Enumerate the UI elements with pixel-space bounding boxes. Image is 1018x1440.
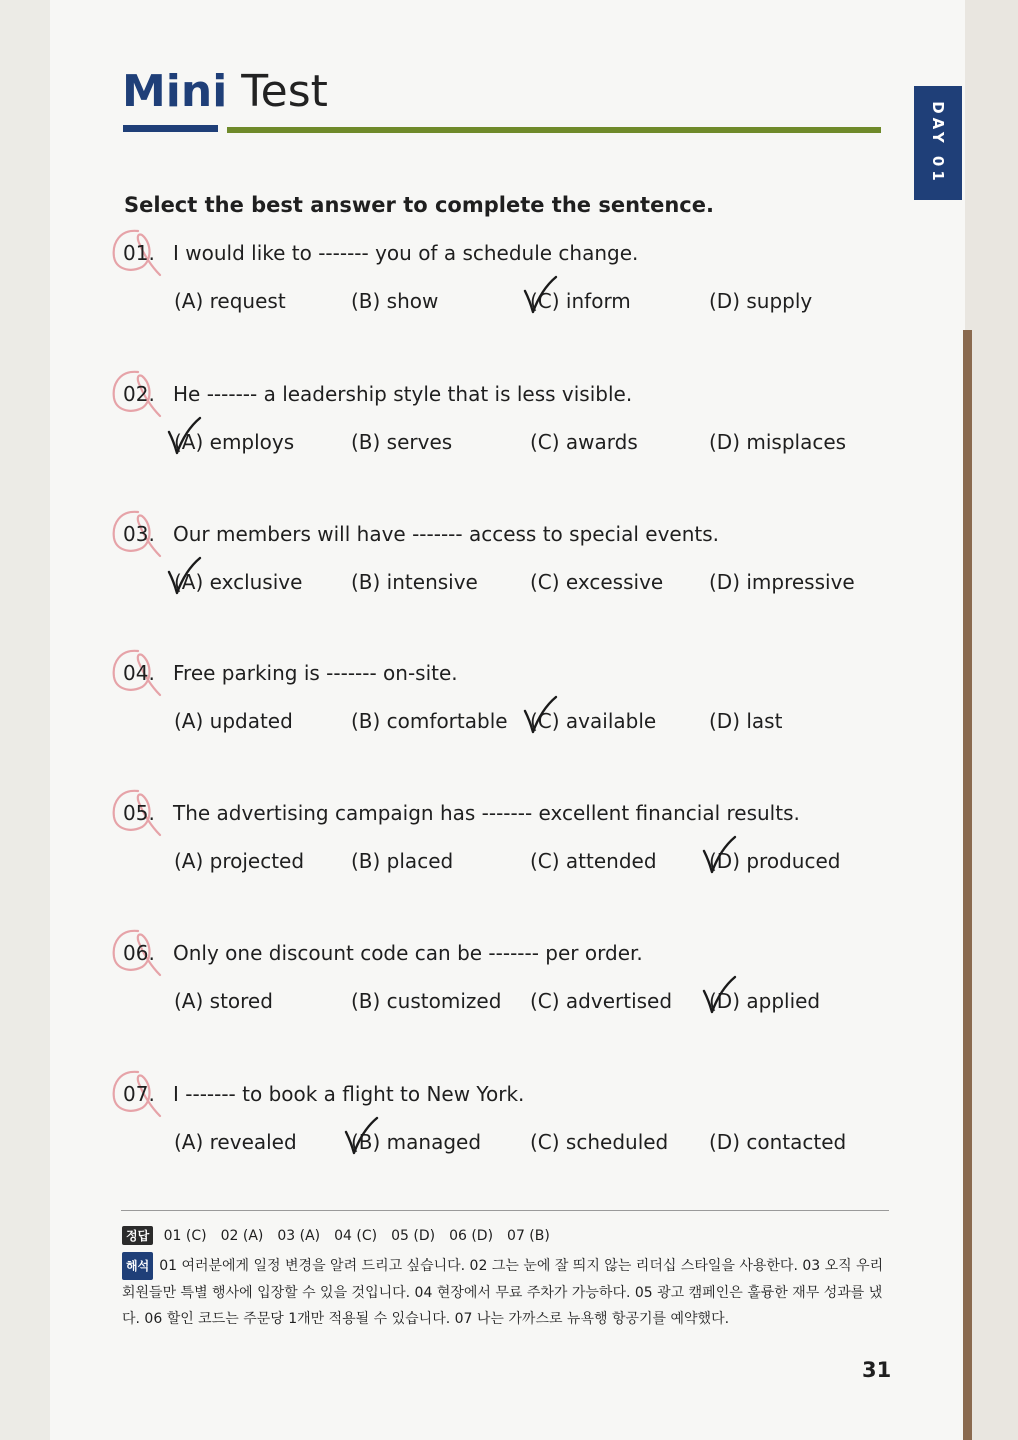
explanation-label: 해석 (122, 1252, 153, 1280)
check-mark-icon (343, 1116, 379, 1156)
answer-option-label: (B) serves (351, 430, 453, 454)
title-bold: Mini (122, 66, 228, 117)
answer-key-item: 04 (C) (334, 1228, 378, 1244)
question-item (0, 1082, 1018, 1192)
answer-option-label: (C) available (530, 709, 657, 733)
answer-option-label: (A) updated (174, 709, 293, 733)
question-item (0, 382, 1018, 492)
answer-option-label: (B) intensive (351, 570, 478, 594)
answer-option-label: (B) managed (351, 1130, 482, 1154)
page-title (122, 64, 328, 120)
answer-option (709, 570, 855, 594)
answer-option (530, 989, 672, 1013)
question-number: 02. (123, 382, 155, 406)
answer-key-label: 정답 (122, 1226, 153, 1245)
question-number: 03. (123, 522, 155, 546)
answer-option-label: (C) inform (530, 289, 631, 313)
answer-option (530, 289, 631, 313)
answer-option (174, 709, 293, 733)
answer-option (351, 849, 453, 873)
answer-key-item: 06 (D) (449, 1228, 494, 1244)
answer-option-label: (D) applied (709, 989, 821, 1013)
check-mark-icon (522, 695, 558, 735)
answer-option-label: (C) attended (530, 849, 657, 873)
answer-option (709, 1130, 846, 1154)
title-rest: Test (241, 66, 328, 117)
divider (121, 1210, 889, 1211)
answer-option-label: (A) request (174, 289, 286, 313)
answer-option (530, 849, 657, 873)
answer-option-label: (B) comfortable (351, 709, 508, 733)
question-number: 06. (123, 941, 155, 965)
answer-option-label: (A) exclusive (174, 570, 303, 594)
answer-key-item: 03 (A) (277, 1228, 321, 1244)
answer-option-label: (C) awards (530, 430, 638, 454)
answer-option (174, 570, 302, 594)
answer-option-label: (B) placed (351, 849, 454, 873)
title-underline-blue (123, 125, 218, 132)
explanation-text: 01 여러분에게 일정 변경을 알려 드리고 싶습니다. 02 그는 눈에 잘 띄지 않는 리더십 스타일을 사용한다. 03 오직 우리 회원들만 특별 행사에 입장할 수 있을 것입니다. 04 현장에서 무료 주차가 가능하다. 05 광고 캠페인은 훌륭한 재무 성과를 냈다. 06 할인 코드는 주문당 1개만 적용될 수 있습니다. 07 나는 가까스로 뉴욕행 항공기를 예약했다. (122, 1258, 884, 1327)
answer-option (530, 709, 656, 733)
question-number: 05. (123, 801, 155, 825)
answer-option (174, 430, 294, 454)
answer-option-label: (A) employs (174, 430, 295, 454)
answer-option-label: (A) revealed (174, 1130, 297, 1154)
question-number: 07. (123, 1082, 155, 1106)
answer-option-label: (A) projected (174, 849, 305, 873)
answer-option (351, 709, 508, 733)
answer-option-label: (C) advertised (530, 989, 673, 1013)
answer-option-label: (D) produced (709, 849, 841, 873)
question-item (0, 661, 1018, 771)
check-mark-icon (166, 416, 202, 456)
question-text: I would like to ------- you of a schedule change. (173, 241, 639, 265)
question-number: 01. (123, 241, 155, 265)
answer-option (709, 709, 782, 733)
answer-option (174, 989, 273, 1013)
question-text: I ------- to book a flight to New York. (173, 1082, 525, 1106)
explanation (122, 1252, 892, 1332)
answer-option (351, 1130, 481, 1154)
check-mark-icon (701, 975, 737, 1015)
answer-option-label: (C) scheduled (530, 1130, 669, 1154)
answer-option-label: (A) stored (174, 989, 273, 1013)
answer-option-label: (B) customized (351, 989, 502, 1013)
answer-option-label: (D) last (709, 709, 783, 733)
question-item (0, 801, 1018, 911)
day-tab (914, 86, 962, 200)
answer-key (122, 1226, 564, 1245)
answer-option (174, 849, 304, 873)
answer-option-label: (D) contacted (709, 1130, 847, 1154)
answer-option (709, 430, 846, 454)
day-tab-label: DAY 01 (929, 101, 947, 185)
answer-option (174, 289, 286, 313)
page-number: 31 (862, 1358, 892, 1382)
check-mark-icon (701, 835, 737, 875)
answer-option (351, 289, 438, 313)
answer-key-item: 01 (C) (163, 1228, 207, 1244)
answer-option (530, 430, 638, 454)
instruction: Select the best answer to complete the sentence. (124, 193, 714, 217)
answer-option (530, 1130, 668, 1154)
check-mark-icon (166, 556, 202, 596)
answer-option-label: (D) supply (709, 289, 813, 313)
check-mark-icon (522, 275, 558, 315)
answer-option-label: (D) misplaces (709, 430, 847, 454)
answer-option (709, 849, 840, 873)
answer-option (351, 570, 478, 594)
answer-key-item: 02 (A) (220, 1228, 264, 1244)
question-item (0, 941, 1018, 1051)
answer-option (174, 1130, 297, 1154)
question-item (0, 522, 1018, 632)
answer-option (351, 989, 501, 1013)
answer-option (709, 989, 820, 1013)
question-text: He ------- a leadership style that is less visible. (173, 382, 633, 406)
question-text: The advertising campaign has ------- excellent financial results. (173, 801, 800, 825)
answer-key-item: 05 (D) (391, 1228, 436, 1244)
answer-option (530, 570, 663, 594)
answer-option (351, 430, 452, 454)
question-text: Only one discount code can be ------- per order. (173, 941, 643, 965)
question-text: Our members will have ------- access to special events. (173, 522, 720, 546)
question-item (0, 241, 1018, 351)
answer-option-label: (B) show (351, 289, 439, 313)
answer-option-label: (C) excessive (530, 570, 664, 594)
answer-option (709, 289, 812, 313)
question-number: 04. (123, 661, 155, 685)
answer-items (164, 1228, 564, 1244)
answer-key-item: 07 (B) (507, 1228, 550, 1244)
title-underline-green (227, 127, 881, 133)
question-text: Free parking is ------- on-site. (173, 661, 458, 685)
answer-option-label: (D) impressive (709, 570, 855, 594)
